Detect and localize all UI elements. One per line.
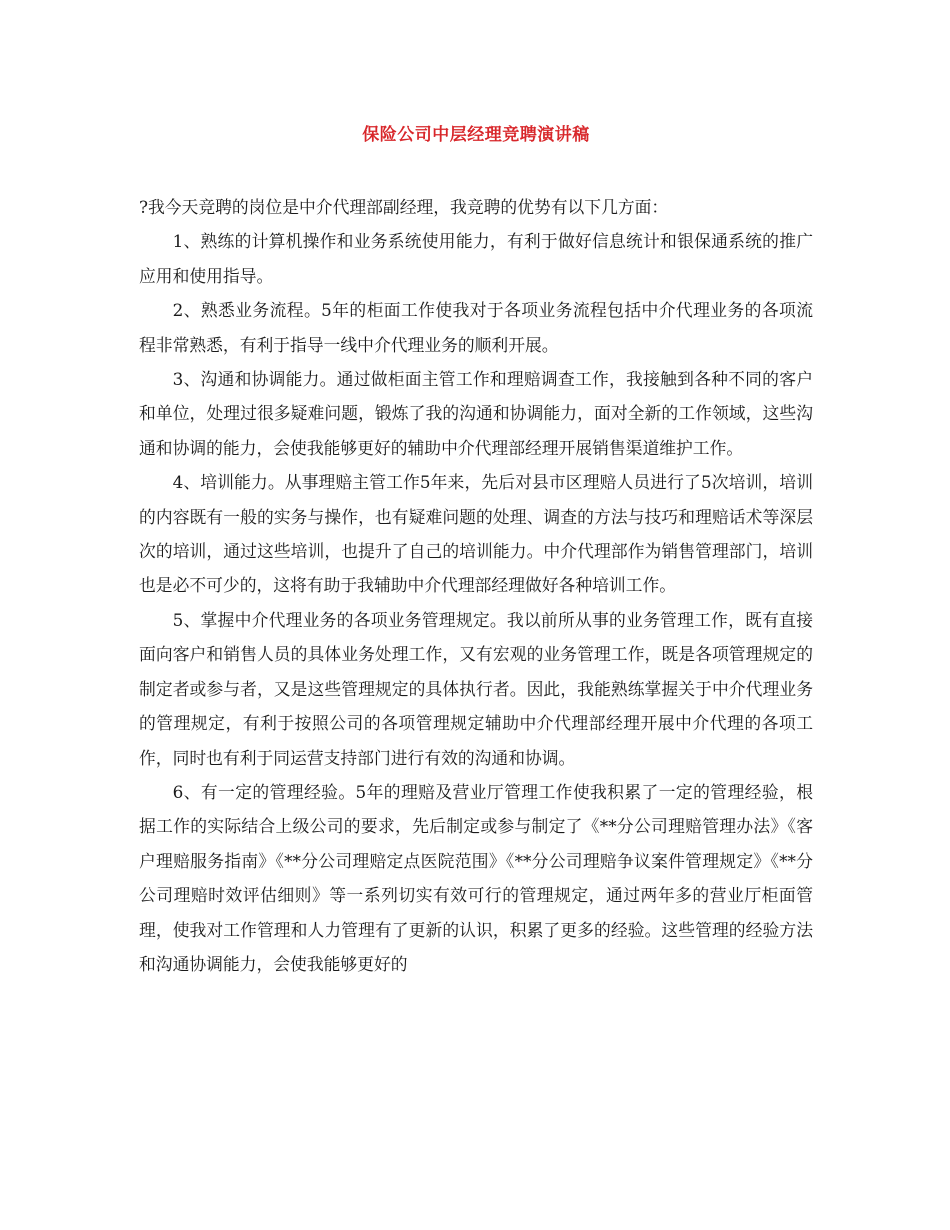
document-title: 保险公司中层经理竞聘演讲稿 <box>362 125 590 145</box>
paragraph-2: 2、熟悉业务流程。5年的柜面工作使我对于各项业务流程包括中介代理业务的各项流程非常熟悉，有利于指导一线中介代理业务的顺利开展。 <box>139 300 813 355</box>
paragraph-3: 3、沟通和协调能力。通过做柜面主管工作和理赔调查工作，我接触到各种不同的客户和单位，处理过很多疑难问题，锻炼了我的沟通和协调能力，面对全新的工作领域，这些沟通和协调的能力，会使我能够更好的辅助中介代理部经理开展销售渠道维护工作。 <box>139 369 813 458</box>
paragraph-4: 4、培训能力。从事理赔主管工作5年来，先后对县市区理赔人员进行了5次培训，培训的内容既有一般的实务与操作，也有疑难问题的处理、调查的方法与技巧和理赔话术等深层次的培训，通过这些培训，也提升了自己的培训能力。中介代理部作为销售管理部门，培训也是必不可少的，这将有助于我辅助中介代理部经理做好各种培训工作。 <box>139 472 813 596</box>
paragraph-6: 6、有一定的管理经验。5年的理赔及营业厅管理工作使我积累了一定的管理经验，根据工作的实际结合上级公司的要求，先后制定或参与制定了《**分公司理赔管理办法》《客户理赔服务指南》《**分公司理赔定点医院范围》《**分公司理赔争议案件管理规定》《**分公司理赔时效评估细则》等一系列切实有效可行的管理规定，通过两年多的营业厅柜面管理，使我对工作管理和人力管理有了更新的认识，积累了更多的经验。这些管理的经验方法和沟通协调能力，会使我能够更好的 <box>139 781 813 974</box>
document-body <box>139 190 813 981</box>
paragraph-1: 1、熟练的计算机操作和业务系统使用能力，有利于做好信息统计和银保通系统的推广应用和使用指导。 <box>139 231 813 286</box>
paragraph-intro: ?我今天竞聘的岗位是中介代理部副经理，我竞聘的优势有以下几方面： <box>139 197 669 217</box>
document-page <box>139 0 813 981</box>
paragraph-5: 5、掌握中介代理业务的各项业务管理规定。我以前所从事的业务管理工作，既有直接面向客户和销售人员的具体业务处理工作，又有宏观的业务管理工作，既是各项管理规定的制定者或参与者，又是这些管理规定的具体执行者。因此，我能熟练掌握关于中介代理业务的管理规定，有利于按照公司的各项管理规定辅助中介代理部经理开展中介代理的各项工作，同时也有利于同运营支持部门进行有效的沟通和协调。 <box>139 609 813 768</box>
